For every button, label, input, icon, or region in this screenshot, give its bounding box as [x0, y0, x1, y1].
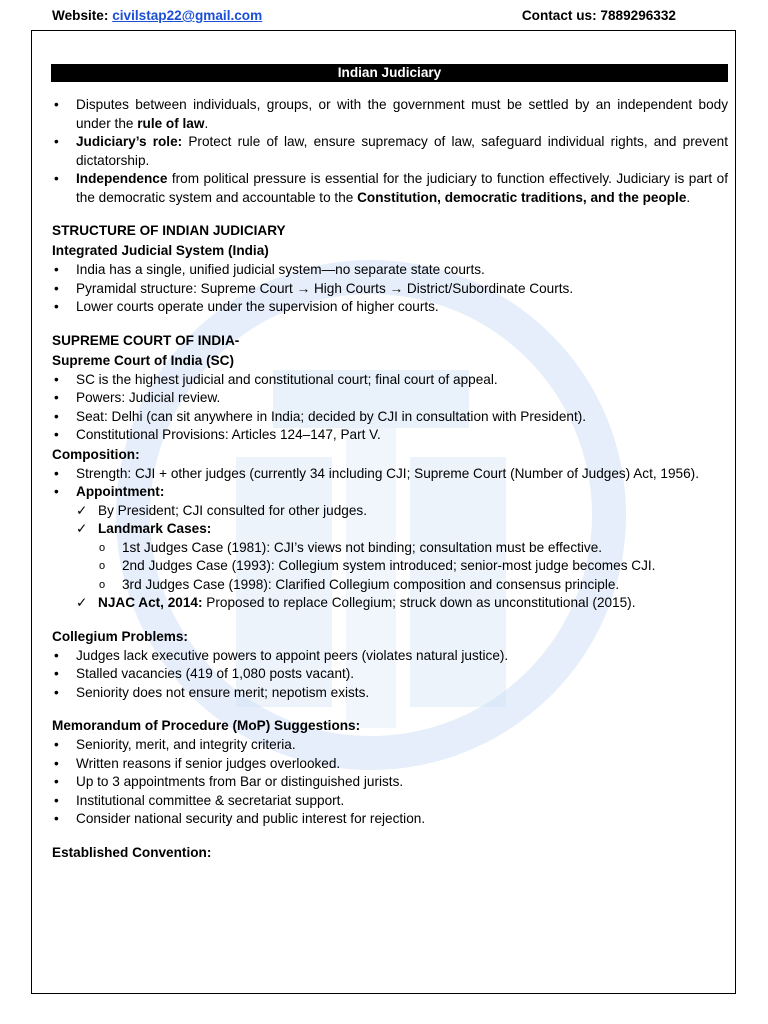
page-title: Indian Judiciary — [51, 64, 728, 82]
website-email-link[interactable]: civilstap22@gmail.com — [112, 8, 263, 23]
structure-heading: STRUCTURE OF INDIAN JUDICIARY — [52, 223, 286, 238]
list-item: • Constitutional Provisions: Articles 124–147, Part V. — [52, 426, 728, 445]
check-icon: ✓ — [76, 502, 88, 518]
composition-list — [52, 465, 728, 502]
list-item: • Strength: CJI + other judges (currently 34 including CJI; Supreme Court (Number of Judges) Act, 1956). — [52, 465, 728, 484]
collegium-heading: Collegium Problems: — [52, 628, 188, 644]
mop-heading: Memorandum of Procedure (MoP) Suggestions: — [52, 718, 361, 733]
njac-list — [52, 594, 728, 613]
list-item: • Judiciary’s role: Protect rule of law, ensure supremacy of law, safeguard individual rights, and prevent dictatorship. — [52, 133, 728, 170]
appointment-label: Appointment: — [76, 484, 165, 499]
list-item: o 3rd Judges Case (1998): Clarified Collegium composition and consensus principle. — [52, 576, 728, 595]
list-item: • Pyramidal structure: Supreme Court → High Courts → District/Subordinate Courts. — [52, 280, 728, 299]
document-body — [52, 64, 728, 863]
list-item: • SC is the highest judicial and constitutional court; final court of appeal. — [52, 371, 728, 390]
contact-phone: 7889296332 — [600, 8, 676, 23]
list-item: ✓ NJAC Act, 2014: Proposed to replace Collegium; struck down as unconstitutional (2015). — [52, 594, 728, 613]
landmark-cases-list — [52, 539, 728, 595]
check-icon: ✓ — [76, 595, 88, 610]
composition-heading: Composition: — [52, 446, 140, 462]
appointment-list — [52, 502, 728, 539]
website-label: Website: — [52, 8, 109, 23]
supreme-court-heading: SUPREME COURT OF INDIA- — [52, 332, 240, 348]
list-item: • Consider national security and public interest for rejection. — [52, 810, 728, 829]
list-item: o 1st Judges Case (1981): CJI’s views not binding; consultation must be effective. — [52, 539, 728, 558]
check-icon: ✓ — [76, 521, 88, 536]
collegium-list — [52, 647, 728, 703]
list-item: • Seniority does not ensure merit; nepotism exists. — [52, 684, 728, 703]
supreme-court-list — [52, 371, 728, 445]
list-item: • Seat: Delhi (can sit anywhere in India; decided by CJI in consultation with President). — [52, 408, 728, 427]
mop-list — [52, 736, 728, 829]
list-item: • Disputes between individuals, groups, or with the government must be settled by an independent body under the rule of law. — [52, 96, 728, 133]
list-item: • Judges lack executive powers to appoint peers (violates natural justice). — [52, 647, 728, 666]
website-info — [52, 8, 262, 23]
list-item: ✓ Landmark Cases: — [52, 520, 728, 539]
page-header — [52, 8, 676, 23]
contact-info — [522, 8, 676, 23]
list-item: • Written reasons if senior judges overlooked. — [52, 755, 728, 774]
structure-subheading: Integrated Judicial System (India) — [52, 243, 269, 258]
list-item: • Independence from political pressure is essential for the judiciary to function effectively. Judiciary is part of the democratic system and accountable to the Constitution, democratic traditions, and the people. — [52, 170, 728, 207]
list-item: • Stalled vacancies (419 of 1,080 posts vacant). — [52, 665, 728, 684]
convention-heading: Established Convention: — [52, 844, 212, 860]
intro-list — [52, 96, 728, 207]
list-item — [52, 483, 728, 502]
supreme-court-subheading: Supreme Court of India (SC) — [52, 352, 235, 368]
list-item: • Powers: Judicial review. — [52, 389, 728, 408]
contact-label: Contact us: — [521, 8, 597, 23]
list-item: • Institutional committee & secretariat support. — [52, 792, 728, 811]
list-item: • Seniority, merit, and integrity criteria. — [52, 736, 728, 755]
list-item: ✓ By President; CJI consulted for other judges. — [52, 502, 728, 521]
list-item: o 2nd Judges Case (1993): Collegium system introduced; senior-most judge becomes CJI. — [52, 557, 728, 576]
list-item: • Up to 3 appointments from Bar or distinguished jurists. — [52, 773, 728, 792]
list-item: • India has a single, unified judicial system—no separate state courts. — [52, 261, 728, 280]
list-item: • Lower courts operate under the supervision of higher courts. — [52, 298, 728, 317]
structure-list — [52, 261, 728, 317]
